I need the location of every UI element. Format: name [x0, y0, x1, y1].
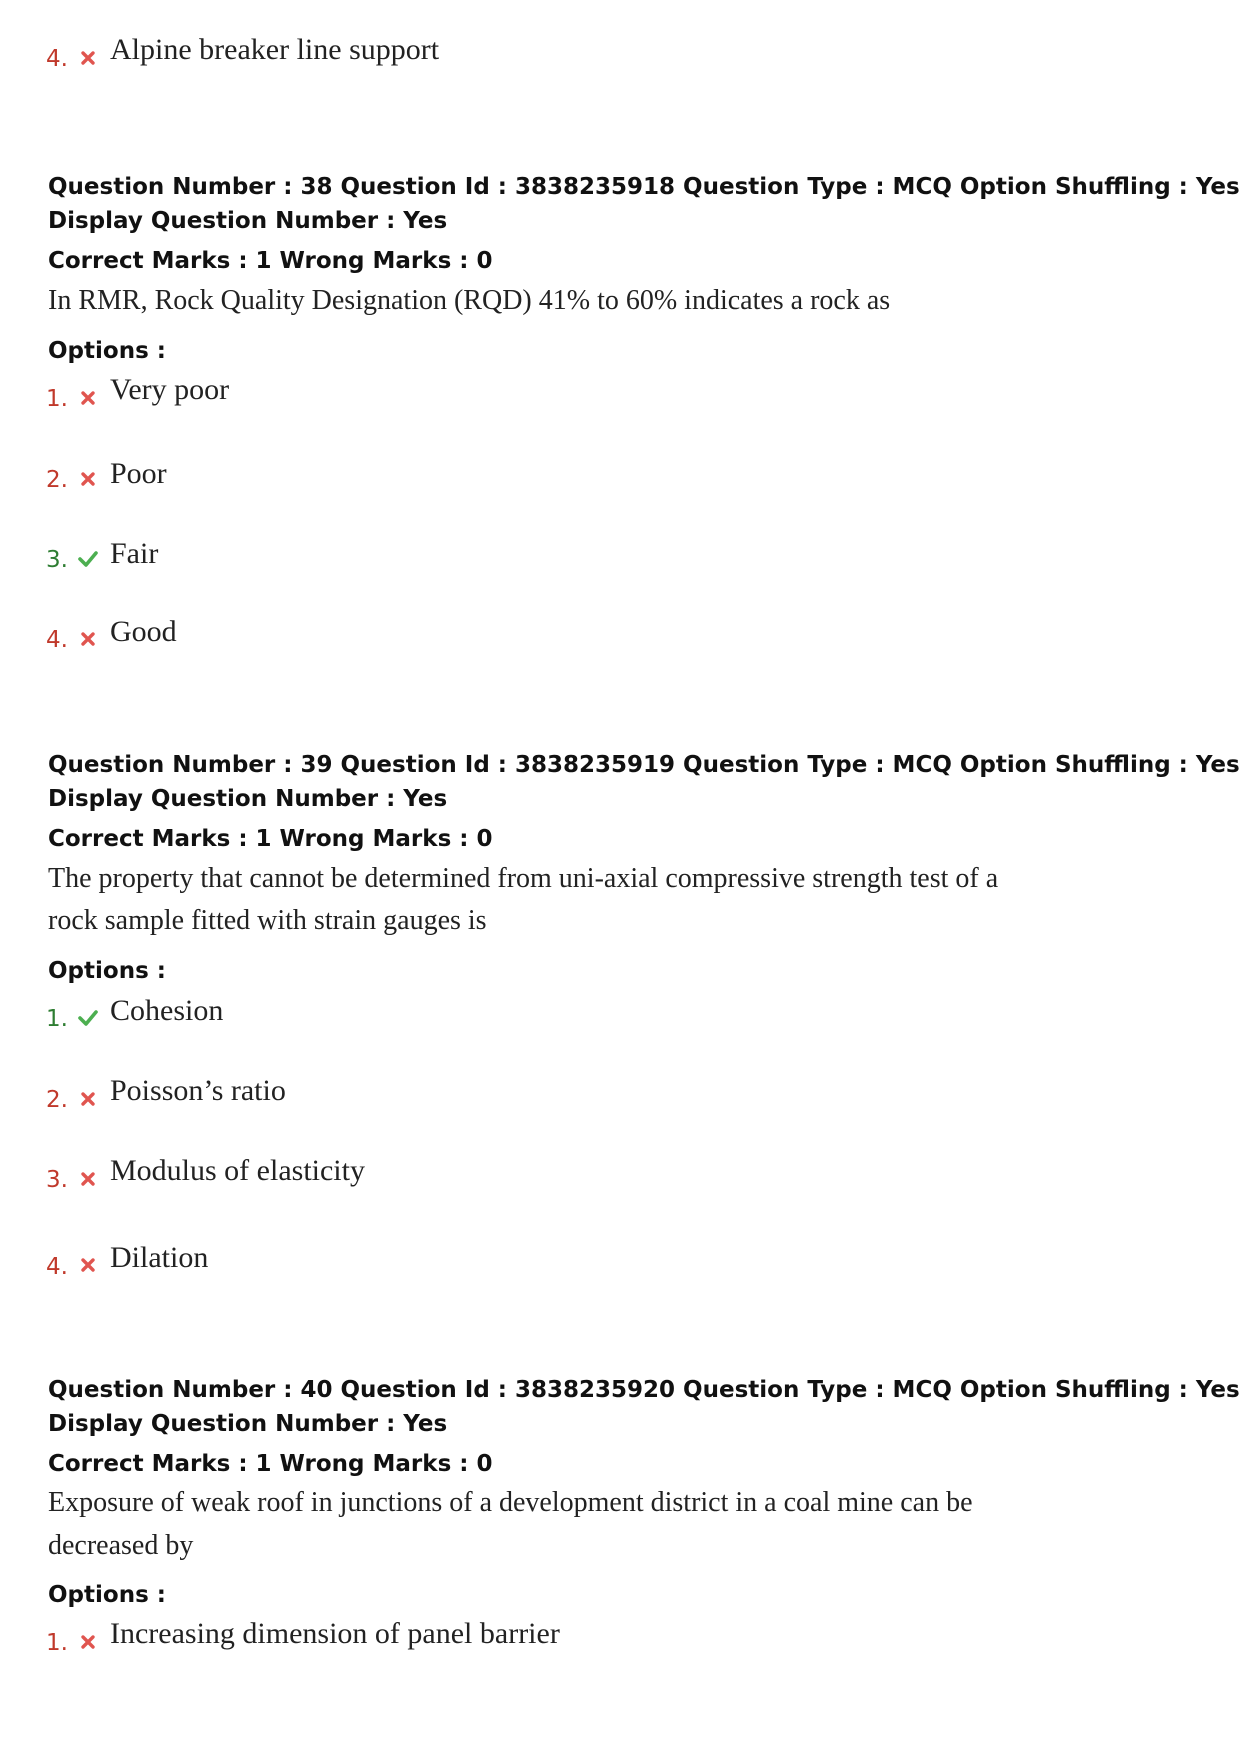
option-number: 4. [46, 46, 68, 72]
option-text: Dilation [110, 1241, 209, 1274]
option-text: Alpine breaker line support [110, 33, 440, 66]
option-text: Good [110, 615, 177, 648]
option-number: 1. [46, 1630, 68, 1656]
option-text: Fair [110, 537, 159, 570]
check-icon [77, 1009, 99, 1027]
option-number: 3. [46, 1167, 68, 1193]
question-text: The property that cannot be determined from uni-axial compressive strength test of a [48, 863, 999, 894]
display-question-number: Display Question Number : Yes [48, 1411, 448, 1437]
options-label: Options : [48, 1582, 166, 1608]
option-number: 2. [46, 1087, 68, 1113]
question-marks: Correct Marks : 1 Wrong Marks : 0 [48, 1451, 493, 1477]
option-number: 1. [46, 1006, 68, 1032]
question-text: In RMR, Rock Quality Designation (RQD) 41% to 60% indicates a rock as [48, 285, 891, 316]
cross-icon [79, 630, 97, 648]
option-text: Very poor [110, 373, 230, 406]
option-number: 3. [46, 547, 68, 573]
question-text: Exposure of weak roof in junctions of a development district in a coal mine can be [48, 1487, 973, 1518]
cross-icon [79, 1170, 97, 1188]
option-number: 1. [46, 386, 68, 412]
question-meta: Question Number : 40 Question Id : 3838235920 Question Type : MCQ Option Shuffling : Yes [48, 1377, 1240, 1403]
option-text: Poor [110, 457, 167, 490]
option-text: Modulus of elasticity [110, 1154, 365, 1187]
display-question-number: Display Question Number : Yes [48, 786, 448, 812]
display-question-number: Display Question Number : Yes [48, 208, 448, 234]
option-number: 4. [46, 627, 68, 653]
option-text: Poisson’s ratio [110, 1074, 286, 1107]
question-text: rock sample fitted with strain gauges is [48, 905, 487, 936]
cross-icon [79, 1633, 97, 1651]
question-meta: Question Number : 38 Question Id : 3838235918 Question Type : MCQ Option Shuffling : Yes [48, 174, 1240, 200]
question-marks: Correct Marks : 1 Wrong Marks : 0 [48, 826, 493, 852]
option-number: 4. [46, 1254, 68, 1280]
cross-icon [79, 1256, 97, 1274]
check-icon [77, 550, 99, 568]
option-number: 2. [46, 467, 68, 493]
option-text: Increasing dimension of panel barrier [110, 1617, 560, 1650]
cross-icon [79, 470, 97, 488]
question-meta: Question Number : 39 Question Id : 3838235919 Question Type : MCQ Option Shuffling : Yes [48, 752, 1240, 778]
question-text: decreased by [48, 1530, 194, 1561]
question-marks: Correct Marks : 1 Wrong Marks : 0 [48, 248, 493, 274]
cross-icon [79, 49, 97, 67]
option-text: Cohesion [110, 994, 224, 1027]
cross-icon [79, 389, 97, 407]
cross-icon [79, 1090, 97, 1108]
options-label: Options : [48, 958, 166, 984]
options-label: Options : [48, 338, 166, 364]
